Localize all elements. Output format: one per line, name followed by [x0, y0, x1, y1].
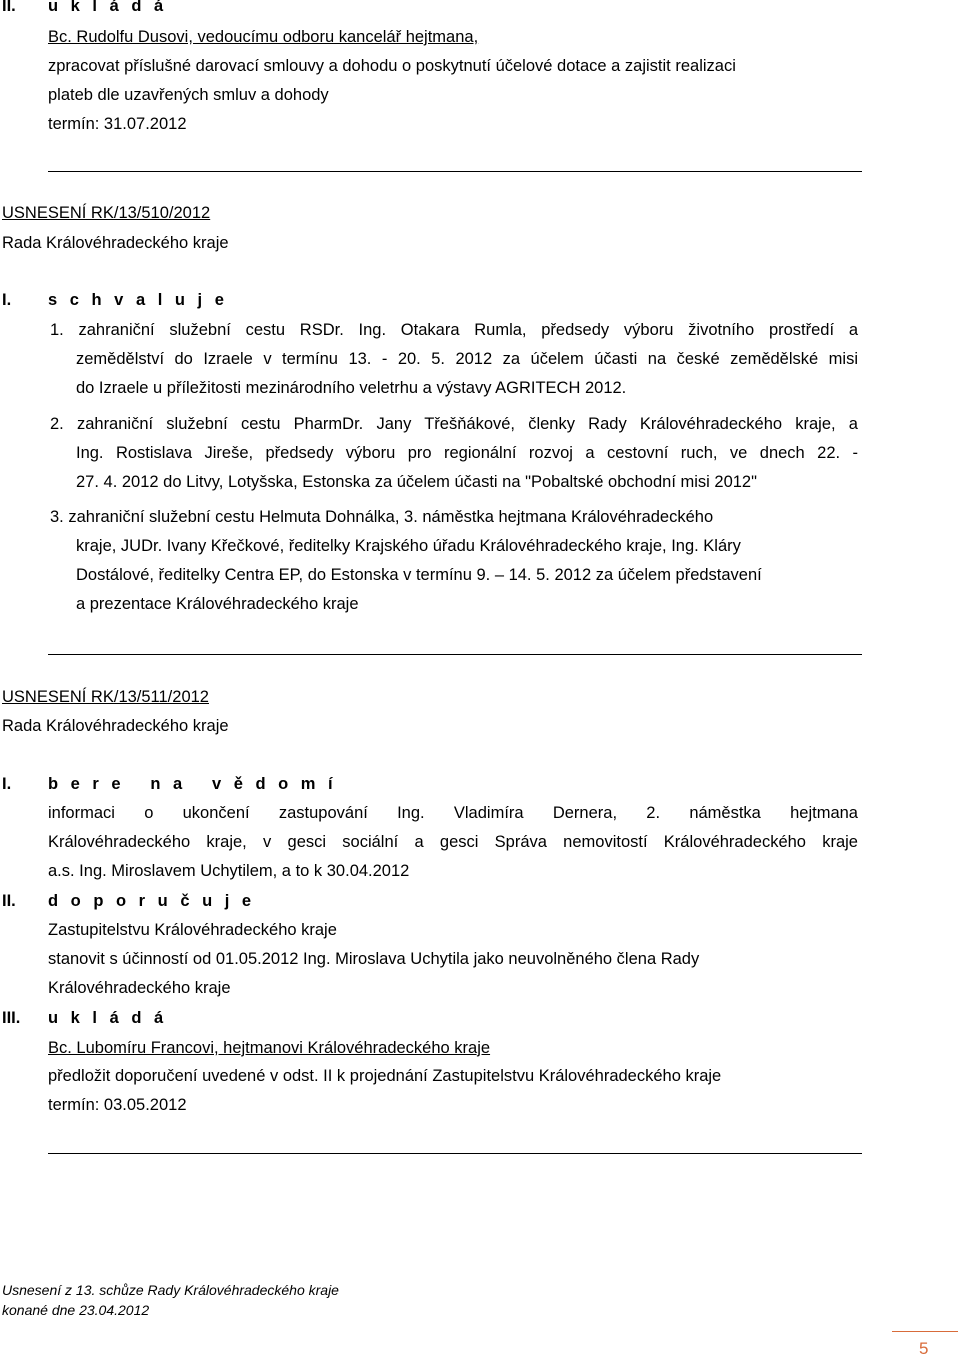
section-numeral: I. — [2, 775, 12, 793]
list-item-line: kraje, JUDr. Ivany Křečkové, ředitelky Krajského úřadu Královéhradeckého kraje, Ing. Kláry — [76, 537, 741, 555]
section-numeral: III. — [2, 1009, 21, 1027]
text-line: plateb dle uzavřených smluv a dohody — [48, 86, 329, 104]
text-line: stanovit s účinností od 01.05.2012 Ing. Miroslava Uchytila jako neuvolněného člena Rady — [48, 950, 700, 968]
resolution-title: USNESENÍ RK/13/510/2012 — [2, 204, 211, 222]
text-line: informaci o ukončení zastupování Ing. Vladimíra Dernera, 2. náměstka hejtmana — [48, 804, 858, 822]
list-item-line: Dostálové, ředitelky Centra EP, do Estonska v termínu 9. – 14. 5. 2012 za účelem představení — [76, 566, 762, 584]
deadline: termín: 31.07.2012 — [48, 115, 187, 133]
deadline: termín: 03.05.2012 — [48, 1096, 187, 1114]
section-heading: d o p o r u č u j e — [48, 892, 256, 910]
text-line: předložit doporučení uvedené v odst. II k projednání Zastupitelstvu Královéhradeckého kraje — [48, 1067, 722, 1085]
list-item-line: do Izraele u příležitosti mezinárodního veletrhu a výstavy AGRITECH 2012. — [76, 379, 627, 397]
separator — [48, 654, 862, 655]
section-numeral: II. — [2, 0, 16, 15]
addressee: Bc. Rudolfu Dusovi, vedoucímu odboru kancelář hejtmana, — [48, 28, 479, 46]
resolution-title: USNESENÍ RK/13/511/2012 — [2, 688, 209, 706]
list-item-line: 1. zahraniční služební cestu RSDr. Ing. Otakara Rumla, předsedy výboru životního prostředí a — [50, 321, 858, 339]
separator — [48, 1153, 862, 1154]
section-heading: u k l á d á — [48, 0, 168, 15]
section-heading: u k l á d á — [48, 1009, 168, 1027]
list-item-line: Ing. Rostislava Jireše, předsedy výboru pro regionální rozvoj a cestovní ruch, ve dnech 22. - — [76, 444, 858, 462]
footer-session: Usnesení z 13. schůze Rady Královéhradeckého kraje — [2, 1282, 339, 1298]
list-item-line: 27. 4. 2012 do Litvy, Lotyšska, Estonska za účelem účasti na "Pobaltské obchodní misi 2012" — [76, 473, 757, 491]
text-line: zpracovat příslušné darovací smlouvy a dohodu o poskytnutí účelové dotace a zajistit realizaci — [48, 57, 736, 75]
list-item-line: 2. zahraniční služební cestu PharmDr. Jany Třešňákové, členky Rady Královéhradeckého kraje, a — [50, 415, 858, 433]
text-line: Zastupitelstvu Královéhradeckého kraje — [48, 921, 337, 939]
list-item-line: 3. zahraniční služební cestu Helmuta Dohnálka, 3. náměstka hejtmana Královéhradeckého — [50, 508, 714, 526]
page-number-rule — [892, 1331, 958, 1332]
resolution-body: Rada Královéhradeckého kraje — [2, 717, 229, 735]
section-heading: s c h v a l u j e — [48, 291, 228, 309]
section-heading: b e r e n a v ě d o m í — [48, 775, 337, 793]
text-line: a.s. Ing. Miroslavem Uchytilem, a to k 30.04.2012 — [48, 862, 410, 880]
text-line: Královéhradeckého kraje — [48, 979, 231, 997]
addressee: Bc. Lubomíru Francovi, hejtmanovi Královéhradeckého kraje — [48, 1039, 491, 1057]
list-item-line: a prezentace Královéhradeckého kraje — [76, 595, 359, 613]
separator — [48, 171, 862, 172]
section-numeral: II. — [2, 892, 16, 910]
resolution-body: Rada Královéhradeckého kraje — [2, 234, 229, 252]
list-item-line: zemědělství do Izraele v termínu 13. - 20. 5. 2012 za účelem účasti na české zemědělské misi — [76, 350, 858, 368]
section-numeral: I. — [2, 291, 12, 309]
footer-date: konané dne 23.04.2012 — [2, 1302, 150, 1318]
page-number: 5 — [919, 1339, 929, 1358]
text-line: Královéhradeckého kraje, v gesci sociální a gesci Správa nemovitostí Královéhradeckého kraje — [48, 833, 858, 851]
